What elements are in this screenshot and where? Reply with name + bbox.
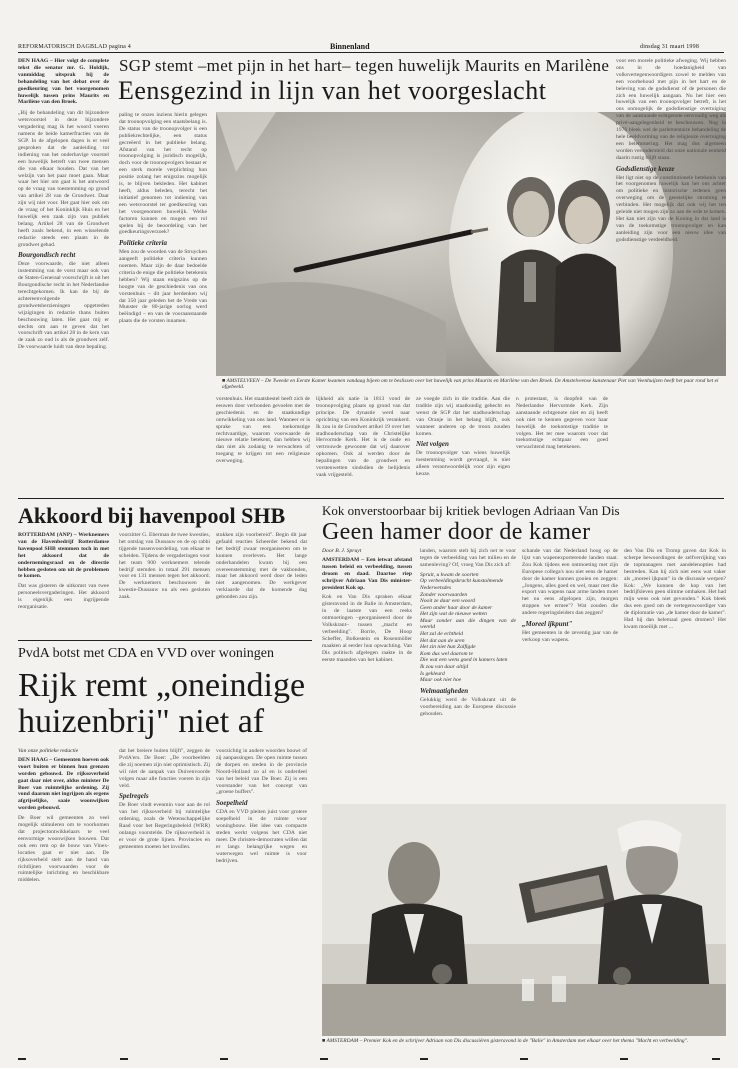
article1-column-7: voor een morele politieke afweging. Wij hebben ons in de hoedanigheid van volksvertegenwoordigers zowel te melden van een voorbehoud met pijn in het hart en de beleving van de godsdienst of de personen die zich een huwelijk aangaan. Nu het hier een huwelijk van een troonopvolger betreft, is het ons onmogelijk de godsdienstige overtuiging van de aanstaande echtgenote eenvoudig weg als privé-aangelegenheid te beschouwen. Nog in 1976 bleek wel de parlementaire behandeling de hele beeldvorming van de religieuze overtuiging een belemmering. Het mag dus algemeen worden verondersteld dat onze nationale eenheid daarin rustig blijft staan. Godsdienstige keuze Het ligt niet op de constitutionele betekenis van het voorgenomen huwelijk kan het ons achter om politieke en historische redenen geen overweging om de geestelijke stroming te verbinden. Het mogelijk dat ook wij het ten geleide niet mogen zijn zo aan de orde te komen. Het kan niet zijn van de Koning in dat land is van de toekomstige troonopvolger en kan aanleiding zijn voor een nieuw idee van godsdienstige verdeeldheid. <box>616 58 726 243</box>
crop-mark <box>120 1058 128 1060</box>
article4-photo-kok-van-dis <box>322 804 726 1036</box>
article1-kicker: SGP stemt –met pijn in het hart– tegen huwelijk Maurits en Marilène <box>119 56 610 75</box>
article4-kicker: PvdA botst met CDA en VVD over woningen <box>18 646 275 661</box>
poem-line: Geen ander haar door de kamer <box>420 604 493 611</box>
header-rule <box>18 52 724 53</box>
camera-icon: ■ <box>322 1038 327 1044</box>
poem-line: Het dat aan de uren <box>420 637 465 644</box>
poem-line: Die wat een wens goed in kamers laten <box>420 657 508 664</box>
article4-column-3: voorzichtig in andere woorden bouwt of zij aanpassingen. De open ruimte tussen de dorpen en steden in de provincie Noord-Holland zo al en is onderdeel van het beleid van De Boer. Zij is een voorstander van het concept van „groene buffers". Soepelheid CDA en VVD pleiten juist voor grotere soepelheid in de ruimte voor woningbouw. Het idee van compacte steden werkt volgens het CDA niet meer. De christen-democraten willen dat er langs belangrijke wegen en waterwegen wel ruimte is voor bedrijven. <box>216 748 307 864</box>
article3-headline: Geen hamer door de kamer <box>322 519 591 545</box>
camera-icon: ■ <box>222 378 227 384</box>
article1-column-2: paling te onzes inziens hierin gelegen dat troonopvolging een staatsbelang is. De status van de troonopvolger is een publiekrechtelijke, een status gecreëerd in het publieke belang. Afstand van het recht op troonopvolging is juridisch mogelijk, doch voor de troonopvolgers bestaat er een sterk morele verplichting hun positie zolang het enigszins mogelijk is, te blijven bekleden. Het kabinet heeft, aldus beleden, terecht het initiatief genomen tot indiening van een wetsvoorstel ter goedkeuring van het voorgenomen huwelijk. Welke factoren kunnen en mogen een rol spelen bij de beoordeling van het goedkeuringsverzoek? Politieke criteria Men zou de woorden van de Struycken aangeeft politieke criteria kunnen noemen. Maar zijn de daar bedoelde criteria de enige die politieke betekenis hebben? Wij staan enigszins op de hoogte van de geschiedenis van ons vorstenhuis – dit jaar herdenken wij dat 350 jaar geleden het de Vrede van Munster de 80-jarige oorlog werd beëindigd – en van de vooraanstaande plaats die de vorsten innamen. <box>119 112 207 325</box>
article2-column-2: voorzitter G. Eberman de twee kwesties, het ontslag van Dussauw en de op rabbi tijgende tussenvoordeling, van elkaar te scheiden. Tijdens de vergaderingen voor het team 900 werknemers telende bedrijf stemden in totaal 291 mensen voor en 131 mensen tegen het akkoord. De werknemers beschouwen de kwestie-Dussauw nu als een gesloten zaak. <box>119 532 210 601</box>
article1-caption-text: AMSTELVEEN – De Tweede en Eerste Kamer kwamen vandaag bijeen om te beslissen over het huwelijk van prins Maurits en Marilène van den Broek. De Amstelveense kunstenaar Piet van Veenhuijzen heeft het paar rond het ei afgebeeld. <box>222 378 719 391</box>
article1-subhead-4: Godsdienstige keuze <box>616 164 675 173</box>
poem-line: Zonder voorwaarden <box>420 591 468 598</box>
article2-column-3: stukken zijn voorbereid". Begin dit jaar gefaald reacties Scheerder bekend dat het bedrijf zwaar reorganiseren om te kunnen overleven. Het lange onderhandelen kwam bij een overeenstemming met de vakbonden, maar het akkoord werd door de leden niet aangenomen. De werkgever verklaarde dat de komende dag gebonden zou zijn. <box>216 532 307 601</box>
article4-column-2: dat het breiere buiten blijft", zeggen de PvdA'ers. De Boer: „De voorbeelden die zij noemen zijn niet optimistisch. Zij wil niet de aanpak van Duivenvoorde volgen maar alle functies voeren in zijn veld. Spelregels De Boer vindt evenmin voor aan de rol van het rijksoverheid bij ruimtelijke ordening, zoals de Wetenschappelijke Raad voor het Regeringsbeleid (WRR) onlangs voorstelde. De rijksoverheid is er voor de grote lijnen. Provincies en gemeenten moeten het invullen. <box>119 748 210 850</box>
article2-column-1: ROTTERDAM (ANP) – Werknemers van de Havenbedrijf Rotterdamse havenpool SHB stemmen toch in met het akkoord dat de ondernemingsraad en de directie hebben gesloten om uit de problemen te komen. Dat was gisteren de uitkomst van twee personeelsvergaderingen. Het akkoord is eigenlijk een ingrijpende reorganisatie. <box>18 532 109 611</box>
article4-caption-text: AMSTERDAM – Premier Kok en de schrijver Adriaan van Dis discussiëren gisteravond in de "Balie" in Amsterdam met elkaar over het thema "Macht en verbeelding". <box>326 1038 689 1044</box>
article1-column-4: lijkheid als natie in 1813 vond de troonopvolging plaats op grond van dat principe. De dynastie werd naar oprichting van een Koninkrijk verankerd. Ik zou in de Grondwet artikel 19 over het stadhouderschap van de Christelijke Hervormde Kerk. Het is de oude en vertrouwde gewoonte dat wij daarover opkomen. Ook al werden door de bepalingen van de grondwet en vorstenwetten sindsdien de belijdenis vaak vrijgesteld. <box>316 396 410 478</box>
crop-mark <box>620 1058 628 1060</box>
article1-subhead-3: Niet volgen <box>416 440 449 449</box>
article3-poem <box>420 572 516 684</box>
article4-headline-line-2: huizenbrij" niet af <box>18 703 265 740</box>
page-header-left: REFORMATORISCH DAGBLAD pagina 4 <box>18 44 131 50</box>
article1-column-6: n protestant, is doopfeit van de Nederlandse Hervormde Kerk. Zijn aanstaande echtgenote niet en zij heeft ook niet te kennen gegeven voor haar huwelijk de toekomstige traditie te volgen. Het ter mee waarom voor dat toekomstige echtpaar een goed verwachtend mag betekenen. <box>516 396 608 451</box>
crop-mark <box>320 1058 328 1060</box>
article1-subhead-1: Bourgondisch recht <box>18 251 76 260</box>
article4-headline <box>18 668 318 740</box>
article4-headline-line-1: Rijk remt „oneindige <box>18 667 306 704</box>
poem-line: Het zin niet hun Zalfigde <box>420 644 476 651</box>
article4-column-1: Van onze politieke redactie DEN HAAG – Gemeenten hoeven ook voort buiten er binnen hun grenzen worden gebouwd. De rijksoverheid gaat daar niet over, aldus minister De Boer van ruimtelijke ordening. Zij vond daarom niet ingrijpen als ergens afgrijselijke, saaie woonwijken worden gebouwd. De Boer wil gemeenten zo veel mogelijk stimuleren om te voorkomen dat projectontwikkelaars te veel eenvormige woonwijken bouwen. Dat ook een rem op de bouw van Vinex-locaties gaat er niet aan. De rijksoverheid stelt aan de hand van richtlijnen voorwaarden voor de ruimtelijke inrichting en beschikbare middelen. <box>18 748 109 884</box>
debate-photo-illustration <box>322 804 726 1036</box>
article3-kicker: Kok onverstoorbaar bij kritiek bevlogen Adriaan Van Dis <box>322 503 620 518</box>
article1-intro: DEN HAAG – Hier volgt de complete tekst die senator mr. G. Holdijk, vanmiddag uitsprak bij de behandeling van het debat over de goedkeuring van het voorgenomen huwelijk tussen prins Maurits en Marilène van den Broek. <box>18 58 109 106</box>
article4-photo-caption <box>322 1038 726 1044</box>
poem-line: Op verbeeldingskracht kunstalmende <box>420 578 504 585</box>
article1-subhead-2: Politieke criteria <box>119 239 168 248</box>
article1-bottom-rule <box>18 498 724 499</box>
crop-mark <box>520 1058 528 1060</box>
section-name: Binnenland <box>330 42 370 51</box>
article2-intro: ROTTERDAM (ANP) – Werknemers van de Havenbedrijf Rotterdamse havenpool SHB stemmen toch in met het akkoord dat de ondernemingsraad en de directie hebben gesloten om uit de problemen te komen. <box>18 532 109 580</box>
article1-headline: Eensgezind in lijn van het voorgeslacht <box>118 76 547 105</box>
poem-line: Spruit, u kwam de soorten <box>420 571 479 578</box>
crop-mark <box>18 1058 26 1060</box>
poem-line: Kom dus wel daarom te <box>420 650 473 657</box>
poem-line: Maar ook niet hoe <box>420 677 462 684</box>
article4-subhead-2: Soepelheid <box>216 799 248 808</box>
article2-headline: Akkoord bij havenpool SHB <box>18 503 286 528</box>
article3-subhead-1: Welmaatigheden <box>420 686 469 695</box>
poem-line: Het zal de echtheid <box>420 631 464 638</box>
poem-line: Nooit ze daar een woord <box>420 598 476 605</box>
crop-mark <box>220 1058 228 1060</box>
article4-intro: DEN HAAG – Gemeenten hoeven ook voort buiten er binnen hun grenzen worden gebouwd. De rijksoverheid gaat daar niet over, aldus minister De Boer van ruimtelijke ordening. Zij vond daarom niet ingrijpen als ergens afgrijselijke, saaie woonwijken worden gebouwd. <box>18 756 109 812</box>
article3-byline: Door B. J. Spruyt <box>322 548 362 554</box>
article3-column-1: Door B. J. Spruyt AMSTERDAM – Een ietwat afstand tussen beleid en verbeelding, tussen droom en daad. Daartoe riep schrijver Adriaan Van Dis minister-president Kok op. Kok en Van Dis spraken elkaar gisteravond in de Balie in Amsterdam, in de laatste van een reeks ontmoetingen –georganiseerd door de Volkskrant– tussen „macht en verbeelding". Borrie, De Hoop Scheffer, Bolkestein en Rosenmöller maakten al eerder hun opwachting. Van Dis politisch afgelegen raakte in de eerste maanden van het kabinet. <box>322 548 412 663</box>
poem-line: Maar zonder aan die dingen van de wereld <box>420 617 516 631</box>
crop-mark <box>712 1058 720 1060</box>
article2-bottom-rule <box>18 640 312 641</box>
article1-column-3: vorstenhuis. Het staatsbestel heeft zich de eeuwen door verbonden gevoelen met de geschiedenis en de staatkundige ontwikkeling van ons land. Wanneer er is sprake van een toekomstige rechtvaardige, waarom voorwaarde de nieuwe relatie betekent, dan hebben wij dan niet als zodanig te verwachten of toegang te krijgen tot een religieuze overweging. <box>216 396 310 465</box>
article1-column-1: DEN HAAG – Hier volgt de complete tekst die senator mr. G. Holdijk, vanmiddag uitsprak bij de behandeling van het debat over de goedkeuring van het voorgenomen huwelijk tussen prins Maurits en Marilène van den Broek. „Bij de behandeling van dit bijzondere wetsvoorstel in deze bijzondere vergadering mag ik het woord voeren namens de beide kamerfracties van de SGP. In de afgelopen dagen is er veel gesproken dat de aanleiding tot indiening van het onderhavige voorstel een huwelijk betreft van twee mensen die van elkaar houden. Dat van het welzijn van het paar moet gaan. Maar waar het hier om gaat is het antwoord op de vraag van toestemming op grond van artikel 28 van de Grondwet. Daar zijn wij niet voor. Het gaat hier ook om de vraag of het Koninklijk Huis en het huwelijk een zaak zijn van publiek belang. Artikel 28 van de Grondwet heeft zoals bekend, in een wisselende redactie steeds een plaats in de grondwet gehad. Bourgondisch recht Deze voorwaarde, die niet alleen instemming van de vorst maar ook van de Staten-Generaal voorschrijft is uit het Bourgondische recht in het Nederlandse terechtgekomen. Ik kan de bij de achtereenvolgende grondwetsherzieningen opgetreden wijzigingen in redactie thans buiten beschouwing laten. Het gaat mij er slechts om aan te geven dat het voorschrift van artikel 28 in de kern van de zaak zo oud is als de grondwet zelf. De voorwaarde luidt van deze bepaling. <box>18 58 109 351</box>
poem-line: Is gekleurd <box>420 670 445 677</box>
poem-line: Het zijn wat de nieuwe wetten <box>420 611 487 618</box>
article1-column-5: ze voegde zich in die traditie. Aan die traditie zijn wij staatkundig gehecht en wenst de SGP dat het stadhouderschap van Oranje in het belang blijft, ook wanneer anderen op de troon zouden komen. Niet volgen De troonopvolger van wiens huwelijk toestemming wordt gevraagd, is niet alleen verantwoordelijk voor zijn eigen keuze. <box>416 396 510 478</box>
poem-line: Ik zou van daar altijd <box>420 664 469 671</box>
article3-subhead-2: „Moreel ijkpunt" <box>522 620 573 629</box>
article4-byline: Van onze politieke redactie <box>18 748 79 754</box>
article4-subhead-1: Spelregels <box>119 792 149 801</box>
crop-mark <box>420 1058 428 1060</box>
article3-column-2: landen, waarom stelt hij zich net te voor tegen de verbeelding van het milieu en de samenleving? Of, vroeg Van Dis zich af: Spruit, u kwam de soorten Op verbeeldingskracht kunstalmende Nederwetsdes Zonder voorwaarden Nooit ze daar een woord Geen ander haar door de kamer Het zijn wat de nieuwe wetten Maar zonder aan die dingen van de wereld Het zal de echtheid Het dat aan de uren Het zin niet hun Zalfigde Kom dus wel daarom te Die wat een wens goed in kamers laten Ik zou van daar altijd Is gekleurd Maar ook niet hoe Welmaatigheden Gelukkig werd de Volkskrant uit de voorbereiding aan de Europese discussie gehouden. <box>420 548 516 717</box>
page-header-date: dinsdag 31 maart 1998 <box>640 44 700 50</box>
article3-column-4: den Van Dis en Tromp gaven dat Kok in scherpe bewoordingen de zelfverrijking van de topmanagers met aandelenopties had bestreden. Kan hij zich niet eens wat vaker als „moreel ijkpunt" in de discussie werpen? Kok: „We kunnen de kop van het bedrijfsleven geen slimme omhaken. Het had mijn wens ook niet gevonden." Kok bleek dus een goed om de vertegenwoordiger van de diplomatie van „de hamer door de kamer". Had hij dan helemaal geen dromen? Het kwam moeilijk met ... <box>624 548 726 630</box>
article3-intro: AMSTERDAM – Een ietwat afstand tussen beleid en verbeelding, tussen droom en daad. Daartoe riep schrijver Adriaan Van Dis minister-president Kok op. <box>322 556 412 591</box>
poem-line: Nederwetsdes <box>420 584 452 591</box>
article3-column-3: schande van dat Nederland hoog op de lijst van wapenexporterende landen staat. Zou Kok tijdens een ontmoeting met zijn Europese collega's nou niet eens de hamer door de kamer kunnen gooien en zeggen: „Jongens, alles goed en wel, maar met die export van wapens naar arme landen moet het nu eens afgelopen zijn, morgen stoppen we ermee"? Wat zouden die andere regeringsleiders dan zeggen? „Moreel ijkpunt" Het gemeenten in de zeventig jaar van de verkoop van wapens. <box>522 548 618 643</box>
